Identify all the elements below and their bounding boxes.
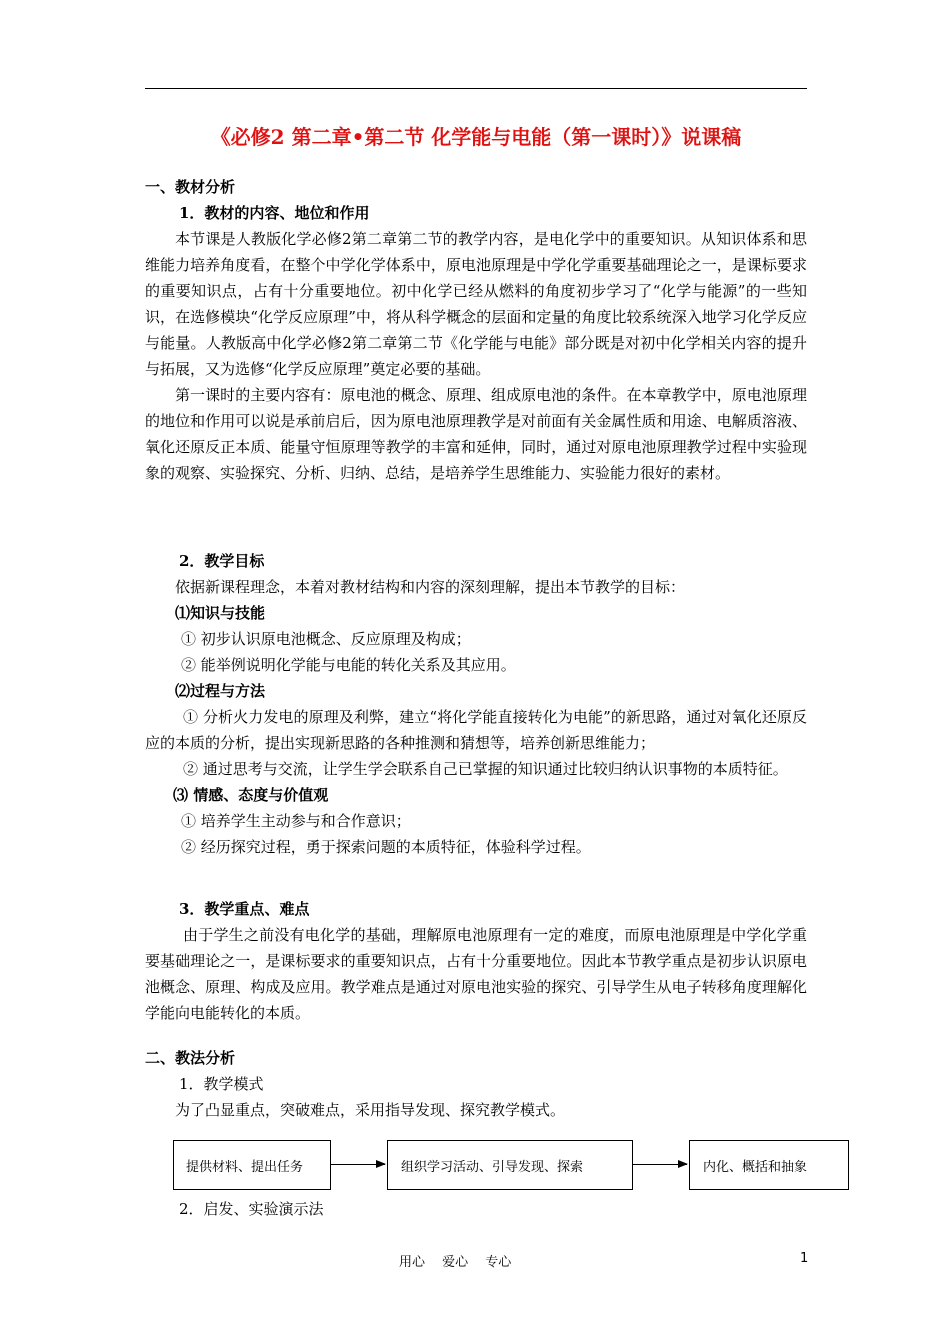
page-number: 1	[800, 1251, 809, 1266]
document-title: 《必修2 第二章•第二节 化学能与电能（第一课时）》说课稿	[210, 125, 742, 149]
goal-3-item-2: ② 经历探究过程，勇于探索问题的本质特征，体验科学过程。	[181, 838, 591, 856]
flow-box-3: 内化、概括和抽象	[689, 1140, 849, 1190]
subsection-1-2-heading: 2．教学目标	[179, 552, 265, 570]
paragraph-2: 第一课时的主要内容有：原电池的概念、原理、组成原电池的条件。在本章教学中，原电池原理的地位和作用可以说是承前启后，因为原电池原理教学是对前面有关金属性质和用途、电解质溶液、氧化还原反正本质、能量守恒原理等教学的丰富和延伸，同时，通过对原电池原理教学过程中实验现象的观察、实验探究、分析、归纳、总结，是培养学生思维能力、实验能力很好的素材。	[145, 386, 807, 482]
paragraph-4: 为了凸显重点，突破难点，采用指导发现、探究教学模式。	[175, 1101, 566, 1119]
objectives-intro: 依据新课程理念，本着对教材结构和内容的深刻理解，提出本节教学的目标：	[175, 578, 686, 596]
section-2	[145, 1045, 807, 1123]
footer-motto: 用心 爱心 专心	[399, 1255, 512, 1270]
goal-3-item-1: ① 培养学生主动参与和合作意识；	[181, 812, 411, 830]
flow-box-1: 提供材料、提出任务	[173, 1140, 331, 1190]
subsection-1-3-heading: 3．教学重点、难点	[179, 900, 310, 918]
flow-arrow-1	[331, 1164, 385, 1165]
subsection-1-1-heading: 1．教材的内容、地位和作用	[179, 204, 370, 222]
goal-2-heading: ⑵过程与方法	[175, 682, 266, 700]
goal-1-item-2: ② 能举例说明化学能与电能的转化关系及其应用。	[181, 656, 516, 674]
goal-3-heading: ⑶ 情感、态度与价值观	[173, 786, 329, 804]
header-rule	[145, 88, 807, 89]
subsection-2-2-heading: 2．启发、实验演示法	[179, 1200, 324, 1218]
paragraph-1: 本节课是人教版化学必修2第二章第二节的教学内容，是电化学中的重要知识。从知识体系和思维能力培养角度看，在整个中学化学体系中，原电池原理是中学化学重要基础理论之一，是课标要求的重要知识点，占有十分重要地位。初中化学已经从燃料的角度初步学习了“化学与能源”的一些知识，在选修模块“化学反应原理”中，将从科学概念的层面和定量的角度比较系统深入地学习化学反应与能量。人教版高中化学必修2第二章第二节《化学能与电能》部分既是对初中化学相关内容的提升与拓展，又为选修“化学反应原理”奠定必要的基础。	[145, 230, 807, 378]
subsection-2-1-heading: 1．教学模式	[179, 1075, 264, 1093]
flow-box-2: 组织学习活动、引导发现、探索	[387, 1140, 633, 1190]
goal-2-item-2: ② 通过思考与交流，让学生学会联系自己已掌握的知识通过比较归纳认识事物的本质特征。	[183, 760, 788, 778]
section-1	[145, 174, 807, 486]
goal-2-item-1: ① 分析火力发电的原理及利弊，建立“将化学能直接转化为电能”的新思路，通过对氧化还原反应的本质的分析，提出实现新思路的各种推测和猜想等，培养创新思维能力；	[145, 708, 807, 752]
goal-1-heading: ⑴知识与技能	[175, 604, 266, 622]
goal-1-item-1: ① 初步认识原电池概念、反应原理及构成；	[181, 630, 471, 648]
section-2-heading: 二、教法分析	[145, 1049, 236, 1067]
flow-arrow-2	[633, 1164, 687, 1165]
section-1-3	[145, 896, 807, 1026]
section-1-2	[145, 548, 807, 860]
paragraph-3: 由于学生之前没有电化学的基础，理解原电池原理有一定的难度，而原电池原理是中学化学重要基础理论之一，是课标要求的重要知识点，占有十分重要地位。因此本节教学重点是初步认识原电池概念、原理、构成及应用。教学难点是通过对原电池实验的探究、引导学生从电子转移角度理解化学能向电能转化的本质。	[145, 926, 807, 1022]
section-1-heading: 一、教材分析	[145, 178, 236, 196]
